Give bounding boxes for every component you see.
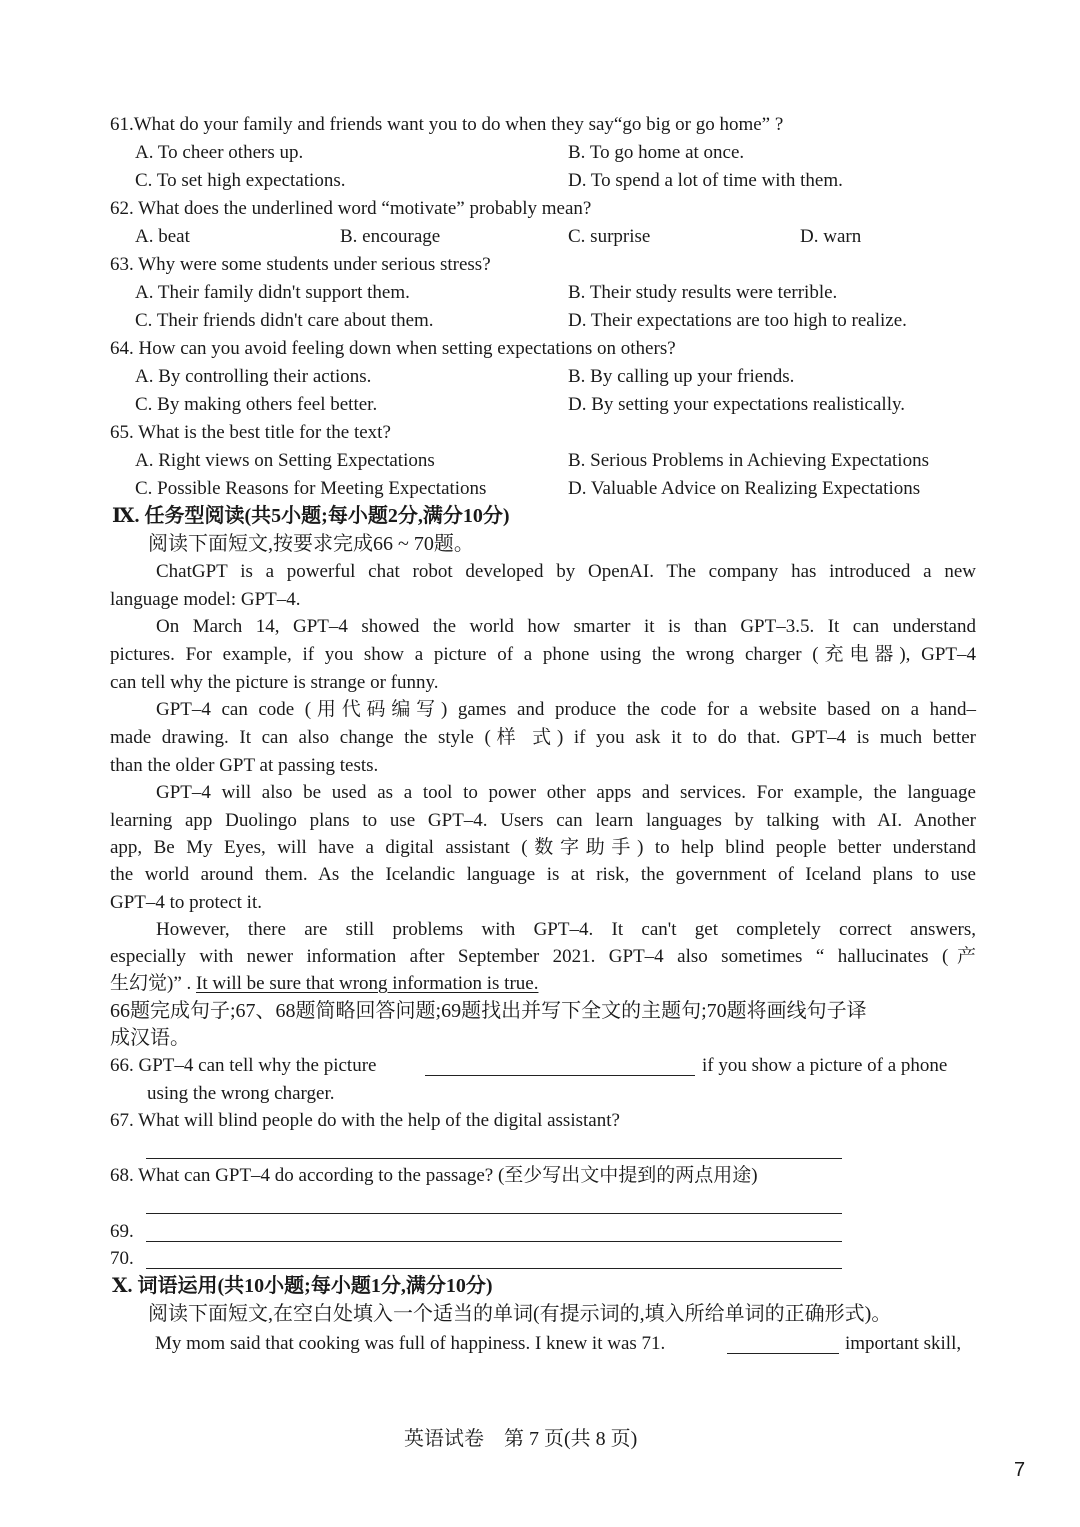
q62-option-c: C. surprise (568, 226, 651, 247)
section-10-instruction: 阅读下面短文,在空白处填入一个适当的单词(有提示词的,填入所给单词的正确形式)。 (148, 1303, 892, 1325)
page-number: 7 (1014, 1459, 1026, 1481)
q66-line2: using the wrong charger. (147, 1083, 335, 1104)
underlined-sentence: It will be sure that wrong information is true. (196, 973, 539, 994)
page-footer: 英语试卷 第 7 页(共 8 页) (404, 1428, 638, 1450)
q62-option-a: A. beat (135, 226, 190, 247)
q70-label: 70. (110, 1248, 134, 1269)
q65-stem: 65. What is the best title for the text? (110, 422, 391, 443)
passage-p4-line3: app, Be My Eyes, will have a digital assistant (数字助手) to help blind people better understand (110, 837, 976, 858)
q61-option-a: A. To cheer others up. (135, 142, 304, 163)
q63-stem: 63. Why were some students under serious stress? (110, 254, 491, 275)
q65-option-d: D. Valuable Advice on Realizing Expectations (568, 478, 921, 499)
q62-stem: 62. What does the underlined word “motivate” probably mean? (110, 198, 592, 219)
q68-answer-line[interactable] (146, 1213, 842, 1214)
q66-lead: 66. GPT–4 can tell why the picture (110, 1055, 377, 1076)
passage-p5-line1: However, there are still problems with GPT–4. It can't get completely correct answers, (156, 919, 976, 940)
passage-p5-line3-lead: 生幻觉)” . (110, 973, 197, 994)
q66-answer-blank[interactable] (425, 1075, 695, 1076)
q63-option-c: C. Their friends didn't care about them. (135, 310, 434, 331)
q65-option-c: C. Possible Reasons for Meeting Expectations (135, 478, 487, 499)
task-instruction-line2: 成汉语。 (110, 1027, 190, 1049)
section-10-line1-tail: important skill, (845, 1333, 962, 1354)
passage-p1-line1: ChatGPT is a powerful chat robot developed by OpenAI. The company has introduced a new (156, 561, 976, 582)
q66-tail: if you show a picture of a phone (702, 1055, 948, 1076)
passage-p1-line2: language model: GPT–4. (110, 589, 301, 610)
passage-p5-line2: especially with newer information after September 2021. GPT–4 also sometimes “ hallucinates (产 (110, 946, 976, 967)
q61-stem: 61.What do your family and friends want you to do when they say“go big or go home” ? (110, 114, 784, 135)
q69-label: 69. (110, 1221, 134, 1242)
q62-option-d: D. warn (800, 226, 862, 247)
passage-p3-line3: than the older GPT at passing tests. (110, 755, 379, 776)
q65-option-a: A. Right views on Setting Expectations (135, 450, 435, 471)
passage-p4-line2: learning app Duolingo plans to use GPT–4. Users can learn languages by talking with AI. Another (110, 810, 976, 831)
q67-question: 67. What will blind people do with the help of the digital assistant? (110, 1110, 620, 1131)
q61-option-d: D. To spend a lot of time with them. (568, 170, 843, 191)
q70-answer-line[interactable] (146, 1268, 842, 1269)
q64-option-a: A. By controlling their actions. (135, 366, 372, 387)
section-10-line1-lead: My mom said that cooking was full of happiness. I knew it was 71. (155, 1333, 666, 1354)
section-10-heading: Ⅹ. 词语运用(共10小题;每小题1分,满分10分) (112, 1275, 493, 1297)
passage-p4-line1: GPT–4 will also be used as a tool to power other apps and services. For example, the language (156, 782, 976, 803)
passage-p2-line1: On March 14, GPT–4 showed the world how smarter it is than GPT–3.5. It can understand (156, 616, 976, 637)
passage-p3-line1: GPT–4 can code (用代码编写) games and produce the code for a website based on a hand– (156, 699, 976, 720)
q71-answer-blank[interactable] (727, 1353, 839, 1354)
q69-answer-line[interactable] (146, 1241, 842, 1242)
q68-question: 68. What can GPT–4 do according to the passage? (至少写出文中提到的两点用途) (110, 1165, 758, 1186)
q64-option-c: C. By making others feel better. (135, 394, 378, 415)
passage-p4-line5: GPT–4 to protect it. (110, 892, 262, 913)
q63-option-d: D. Their expectations are too high to realize. (568, 310, 907, 331)
section-9-heading: Ⅸ. 任务型阅读(共5小题;每小题2分,满分10分) (112, 505, 510, 527)
q61-option-b: B. To go home at once. (568, 142, 745, 163)
passage-p3-line2: made drawing. It can also change the style (样 式) if you ask it to do that. GPT–4 is much better (110, 727, 976, 748)
passage-p2-line3: can tell why the picture is strange or funny. (110, 672, 439, 693)
passage-p5-line3 (110, 971, 538, 997)
q63-option-a: A. Their family didn't support them. (135, 282, 410, 303)
passage-p2-line2: pictures. For example, if you show a picture of a phone using the wrong charger (充电器), GPT–4 (110, 644, 976, 665)
q61-option-c: C. To set high expectations. (135, 170, 346, 191)
passage-p4-line4: the world around them. As the Icelandic language is at risk, the government of Iceland plans to use (110, 864, 976, 885)
q64-option-d: D. By setting your expectations realistically. (568, 394, 905, 415)
section-9-instruction: 阅读下面短文,按要求完成66 ~ 70题。 (148, 533, 474, 555)
q65-option-b: B. Serious Problems in Achieving Expectations (568, 450, 929, 471)
q64-stem: 64. How can you avoid feeling down when setting expectations on others? (110, 338, 676, 359)
q64-option-b: B. By calling up your friends. (568, 366, 795, 387)
q67-answer-line[interactable] (146, 1158, 842, 1159)
q63-option-b: B. Their study results were terrible. (568, 282, 838, 303)
q62-option-b: B. encourage (340, 226, 441, 247)
task-instruction-line1: 66题完成句子;67、68题简略回答问题;69题找出并写下全文的主题句;70题将画线句子译 (110, 1000, 867, 1022)
